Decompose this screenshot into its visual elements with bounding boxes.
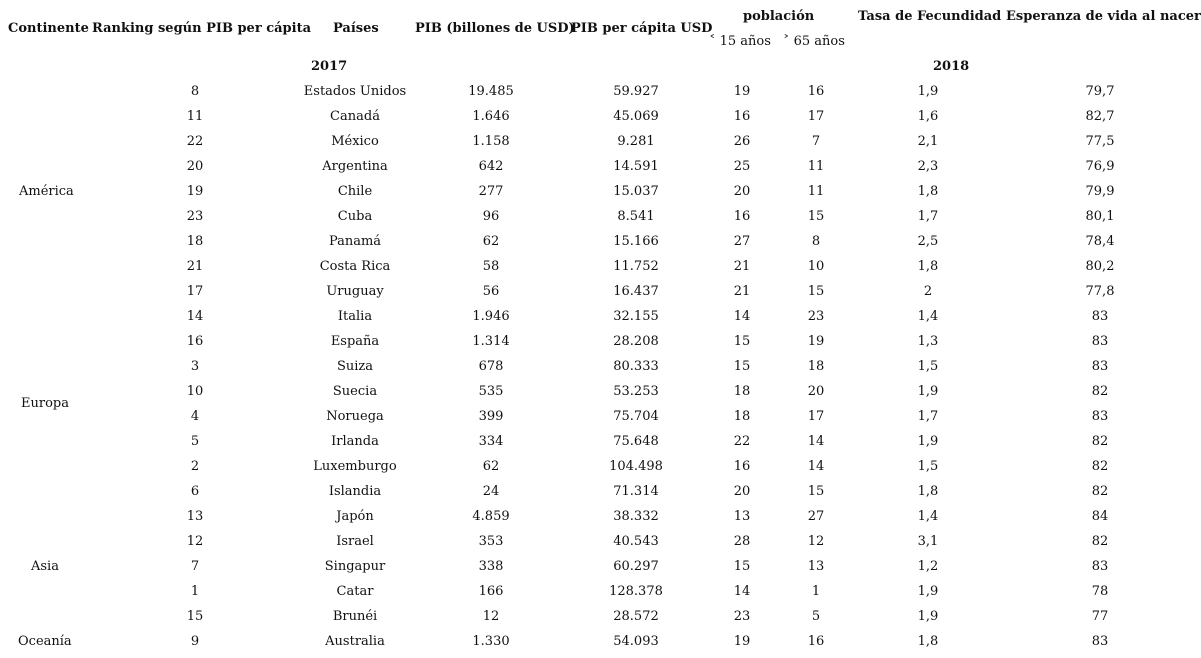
fertility-rate-cell: 1,9 (917, 84, 939, 99)
ranking-cell: 20 (186, 159, 204, 174)
life-expectancy-cell: 82 (1091, 434, 1109, 449)
fertility-rate-cell: 1,2 (917, 559, 939, 574)
pib-per-capita-cell: 15.166 (613, 234, 659, 249)
ranking-cell: 19 (186, 184, 204, 199)
country-cell: Panamá (328, 234, 382, 249)
over-65-cell: 10 (807, 259, 825, 274)
pib-per-capita-cell: 45.069 (613, 109, 659, 124)
pib-cell: 1.646 (472, 109, 510, 124)
under-15-cell: 16 (733, 209, 751, 224)
fertility-rate-cell: 1,4 (917, 509, 939, 524)
ranking-cell: 11 (186, 109, 204, 124)
header-poblacion: población (743, 9, 815, 24)
ranking-cell: 3 (190, 359, 200, 374)
country-cell: Catar (336, 584, 374, 599)
ranking-cell: 8 (190, 84, 200, 99)
life-expectancy-cell: 80,1 (1085, 209, 1115, 224)
over-65-cell: 27 (807, 509, 825, 524)
pib-cell: 535 (478, 384, 504, 399)
table-row (0, 405, 1201, 430)
table-row (0, 505, 1201, 530)
under-15-cell: 26 (733, 134, 751, 149)
ranking-cell: 16 (186, 334, 204, 349)
table-row (0, 355, 1201, 380)
fertility-rate-cell: 3,1 (917, 534, 939, 549)
life-expectancy-cell: 79,7 (1085, 84, 1115, 99)
pib-per-capita-cell: 104.498 (609, 459, 663, 474)
pib-per-capita-cell: 53.253 (613, 384, 659, 399)
pib-cell: 166 (478, 584, 504, 599)
over-65-cell: 11 (807, 184, 825, 199)
over-65-cell: 14 (807, 434, 825, 449)
country-cell: España (330, 334, 380, 349)
country-cell: Brunéi (332, 609, 378, 624)
table-row (0, 130, 1201, 155)
pib-per-capita-cell: 71.314 (613, 484, 659, 499)
table-row (0, 630, 1201, 655)
table-row (0, 330, 1201, 355)
pib-cell: 62 (482, 459, 500, 474)
ranking-cell: 14 (186, 309, 204, 324)
under-15-cell: 19 (733, 634, 751, 649)
country-cell: Cuba (337, 209, 373, 224)
over-65-cell: 16 (807, 634, 825, 649)
country-cell: Estados Unidos (303, 84, 407, 99)
under-15-cell: 15 (733, 359, 751, 374)
over-65-cell: 19 (807, 334, 825, 349)
table-row (0, 280, 1201, 305)
over-65-cell: 1 (811, 584, 821, 599)
pib-per-capita-cell: 14.591 (613, 159, 659, 174)
ranking-cell: 9 (190, 634, 200, 649)
life-expectancy-cell: 83 (1091, 634, 1109, 649)
header-menor-15: ˂ 15 años (709, 34, 771, 49)
fertility-rate-cell: 1,8 (917, 484, 939, 499)
over-65-cell: 20 (807, 384, 825, 399)
fertility-rate-cell: 1,9 (917, 434, 939, 449)
over-65-cell: 5 (811, 609, 821, 624)
over-65-cell: 15 (807, 209, 825, 224)
life-expectancy-cell: 83 (1091, 559, 1109, 574)
country-cell: Suecia (332, 384, 378, 399)
pib-per-capita-cell: 40.543 (613, 534, 659, 549)
life-expectancy-cell: 77 (1091, 609, 1109, 624)
pib-per-capita-cell: 59.927 (613, 84, 659, 99)
life-expectancy-cell: 82 (1091, 484, 1109, 499)
fertility-rate-cell: 1,8 (917, 259, 939, 274)
pib-per-capita-cell: 54.093 (613, 634, 659, 649)
life-expectancy-cell: 83 (1091, 309, 1109, 324)
pib-per-capita-cell: 80.333 (613, 359, 659, 374)
table-row (0, 380, 1201, 405)
fertility-rate-cell: 1,7 (917, 409, 939, 424)
table-row (0, 455, 1201, 480)
country-cell: Uruguay (326, 284, 384, 299)
ranking-cell: 4 (190, 409, 200, 424)
life-expectancy-cell: 82 (1091, 534, 1109, 549)
pib-cell: 353 (478, 534, 504, 549)
fertility-rate-cell: 2,5 (917, 234, 939, 249)
pib-cell: 642 (478, 159, 504, 174)
over-65-cell: 17 (807, 109, 825, 124)
pib-cell: 1.330 (472, 634, 510, 649)
pib-cell: 678 (478, 359, 504, 374)
ranking-cell: 5 (190, 434, 200, 449)
pib-per-capita-cell: 75.704 (613, 409, 659, 424)
pib-cell: 96 (482, 209, 500, 224)
fertility-rate-cell: 1,5 (917, 459, 939, 474)
ranking-cell: 13 (186, 509, 204, 524)
fertility-rate-cell: 1,9 (917, 384, 939, 399)
continent-america: América (19, 184, 74, 199)
header-tasa-fecundidad: Tasa de Fecundidad (858, 9, 1002, 24)
continent-asia: Asia (31, 559, 59, 574)
table-row (0, 80, 1201, 105)
life-expectancy-cell: 83 (1091, 334, 1109, 349)
life-expectancy-cell: 82 (1091, 384, 1109, 399)
over-65-cell: 12 (807, 534, 825, 549)
pib-per-capita-cell: 28.572 (613, 609, 659, 624)
pib-per-capita-cell: 16.437 (613, 284, 659, 299)
pib-cell: 19.485 (468, 84, 514, 99)
table-row (0, 230, 1201, 255)
under-15-cell: 18 (733, 384, 751, 399)
table-row (0, 580, 1201, 605)
under-15-cell: 19 (733, 84, 751, 99)
table-row (0, 555, 1201, 580)
under-15-cell: 14 (733, 584, 751, 599)
fertility-rate-cell: 1,7 (917, 209, 939, 224)
fertility-rate-cell: 1,9 (917, 584, 939, 599)
year-2017: 2017 (311, 59, 348, 74)
pib-per-capita-cell: 28.208 (613, 334, 659, 349)
over-65-cell: 17 (807, 409, 825, 424)
header-mayor-65: ˃ 65 años (783, 34, 845, 49)
pib-cell: 4.859 (472, 509, 510, 524)
fertility-rate-cell: 1,8 (917, 634, 939, 649)
ranking-cell: 2 (190, 459, 200, 474)
life-expectancy-cell: 79,9 (1085, 184, 1115, 199)
life-expectancy-cell: 77,8 (1085, 284, 1115, 299)
under-15-cell: 27 (733, 234, 751, 249)
table-row (0, 180, 1201, 205)
header-esperanza-vida: Esperanza de vida al nacer (1006, 9, 1201, 24)
under-15-cell: 18 (733, 409, 751, 424)
country-cell: Australia (325, 634, 385, 649)
pib-cell: 12 (482, 609, 500, 624)
pib-per-capita-cell: 128.378 (609, 584, 663, 599)
country-cell: Singapur (324, 559, 386, 574)
fertility-rate-cell: 1,8 (917, 184, 939, 199)
life-expectancy-cell: 82 (1091, 459, 1109, 474)
fertility-rate-cell: 1,9 (917, 609, 939, 624)
life-expectancy-cell: 78 (1091, 584, 1109, 599)
pib-cell: 56 (482, 284, 500, 299)
over-65-cell: 16 (807, 84, 825, 99)
country-cell: Japón (336, 509, 374, 524)
table-row (0, 305, 1201, 330)
country-cell: Canadá (330, 109, 380, 124)
life-expectancy-cell: 84 (1091, 509, 1109, 524)
life-expectancy-cell: 77,5 (1085, 134, 1115, 149)
table-row (0, 605, 1201, 630)
fertility-rate-cell: 1,5 (917, 359, 939, 374)
table-row (0, 155, 1201, 180)
over-65-cell: 23 (807, 309, 825, 324)
header-ranking: Ranking según PIB per cápita (92, 21, 312, 36)
header-pib-per-capita: PIB per cápita USD (571, 21, 713, 36)
table-row (0, 255, 1201, 280)
fertility-rate-cell: 1,6 (917, 109, 939, 124)
country-cell: Italia (337, 309, 373, 324)
pib-per-capita-cell: 75.648 (613, 434, 659, 449)
pib-per-capita-cell: 11.752 (613, 259, 659, 274)
ranking-cell: 18 (186, 234, 204, 249)
life-expectancy-cell: 78,4 (1085, 234, 1115, 249)
life-expectancy-cell: 80,2 (1085, 259, 1115, 274)
pib-cell: 24 (482, 484, 500, 499)
table-row (0, 480, 1201, 505)
ranking-cell: 1 (190, 584, 200, 599)
pib-cell: 399 (478, 409, 504, 424)
country-cell: Noruega (326, 409, 384, 424)
ranking-cell: 22 (186, 134, 204, 149)
ranking-cell: 23 (186, 209, 204, 224)
life-expectancy-cell: 83 (1091, 359, 1109, 374)
pib-cell: 1.158 (472, 134, 510, 149)
under-15-cell: 16 (733, 109, 751, 124)
under-15-cell: 14 (733, 309, 751, 324)
pib-cell: 277 (478, 184, 504, 199)
continent-oceania: Oceanía (18, 634, 72, 649)
country-cell: Suiza (336, 359, 374, 374)
over-65-cell: 7 (811, 134, 821, 149)
year-2018: 2018 (933, 59, 970, 74)
under-15-cell: 20 (733, 484, 751, 499)
fertility-rate-cell: 2,3 (917, 159, 939, 174)
over-65-cell: 15 (807, 284, 825, 299)
pib-per-capita-cell: 8.541 (617, 209, 655, 224)
fertility-rate-cell: 1,3 (917, 334, 939, 349)
over-65-cell: 11 (807, 159, 825, 174)
pib-per-capita-cell: 60.297 (613, 559, 659, 574)
table-row (0, 530, 1201, 555)
under-15-cell: 13 (733, 509, 751, 524)
header-paises: Países (333, 21, 379, 36)
country-cell: Luxemburgo (313, 459, 397, 474)
data-table-body (0, 80, 1201, 655)
pib-per-capita-cell: 9.281 (617, 134, 655, 149)
pib-per-capita-cell: 32.155 (613, 309, 659, 324)
over-65-cell: 15 (807, 484, 825, 499)
under-15-cell: 23 (733, 609, 751, 624)
country-cell: Chile (337, 184, 373, 199)
country-cell: Irlanda (331, 434, 379, 449)
over-65-cell: 18 (807, 359, 825, 374)
pib-per-capita-cell: 15.037 (613, 184, 659, 199)
over-65-cell: 14 (807, 459, 825, 474)
fertility-rate-cell: 1,4 (917, 309, 939, 324)
pib-cell: 62 (482, 234, 500, 249)
ranking-cell: 15 (186, 609, 204, 624)
table-row (0, 105, 1201, 130)
continent-europa: Europa (21, 396, 69, 411)
pib-cell: 58 (482, 259, 500, 274)
ranking-cell: 12 (186, 534, 204, 549)
under-15-cell: 22 (733, 434, 751, 449)
over-65-cell: 13 (807, 559, 825, 574)
country-cell: Israel (336, 534, 374, 549)
under-15-cell: 15 (733, 559, 751, 574)
fertility-rate-cell: 2 (923, 284, 933, 299)
ranking-cell: 7 (190, 559, 200, 574)
under-15-cell: 15 (733, 334, 751, 349)
pib-cell: 1.946 (472, 309, 510, 324)
life-expectancy-cell: 76,9 (1085, 159, 1115, 174)
ranking-cell: 10 (186, 384, 204, 399)
pib-cell: 338 (478, 559, 504, 574)
under-15-cell: 21 (733, 259, 751, 274)
life-expectancy-cell: 83 (1091, 409, 1109, 424)
life-expectancy-cell: 82,7 (1085, 109, 1115, 124)
pib-cell: 334 (478, 434, 504, 449)
country-cell: México (331, 134, 379, 149)
under-15-cell: 16 (733, 459, 751, 474)
table-row (0, 205, 1201, 230)
under-15-cell: 20 (733, 184, 751, 199)
under-15-cell: 28 (733, 534, 751, 549)
pib-per-capita-cell: 38.332 (613, 509, 659, 524)
country-cell: Costa Rica (319, 259, 391, 274)
header-continente: Continente (8, 21, 89, 36)
table-row (0, 430, 1201, 455)
under-15-cell: 25 (733, 159, 751, 174)
pib-cell: 1.314 (472, 334, 510, 349)
ranking-cell: 21 (186, 259, 204, 274)
country-cell: Argentina (322, 159, 388, 174)
country-cell: Islandia (328, 484, 382, 499)
over-65-cell: 8 (811, 234, 821, 249)
under-15-cell: 21 (733, 284, 751, 299)
ranking-cell: 17 (186, 284, 204, 299)
header-pib: PIB (billones de USD) (415, 21, 575, 36)
ranking-cell: 6 (190, 484, 200, 499)
fertility-rate-cell: 2,1 (917, 134, 939, 149)
